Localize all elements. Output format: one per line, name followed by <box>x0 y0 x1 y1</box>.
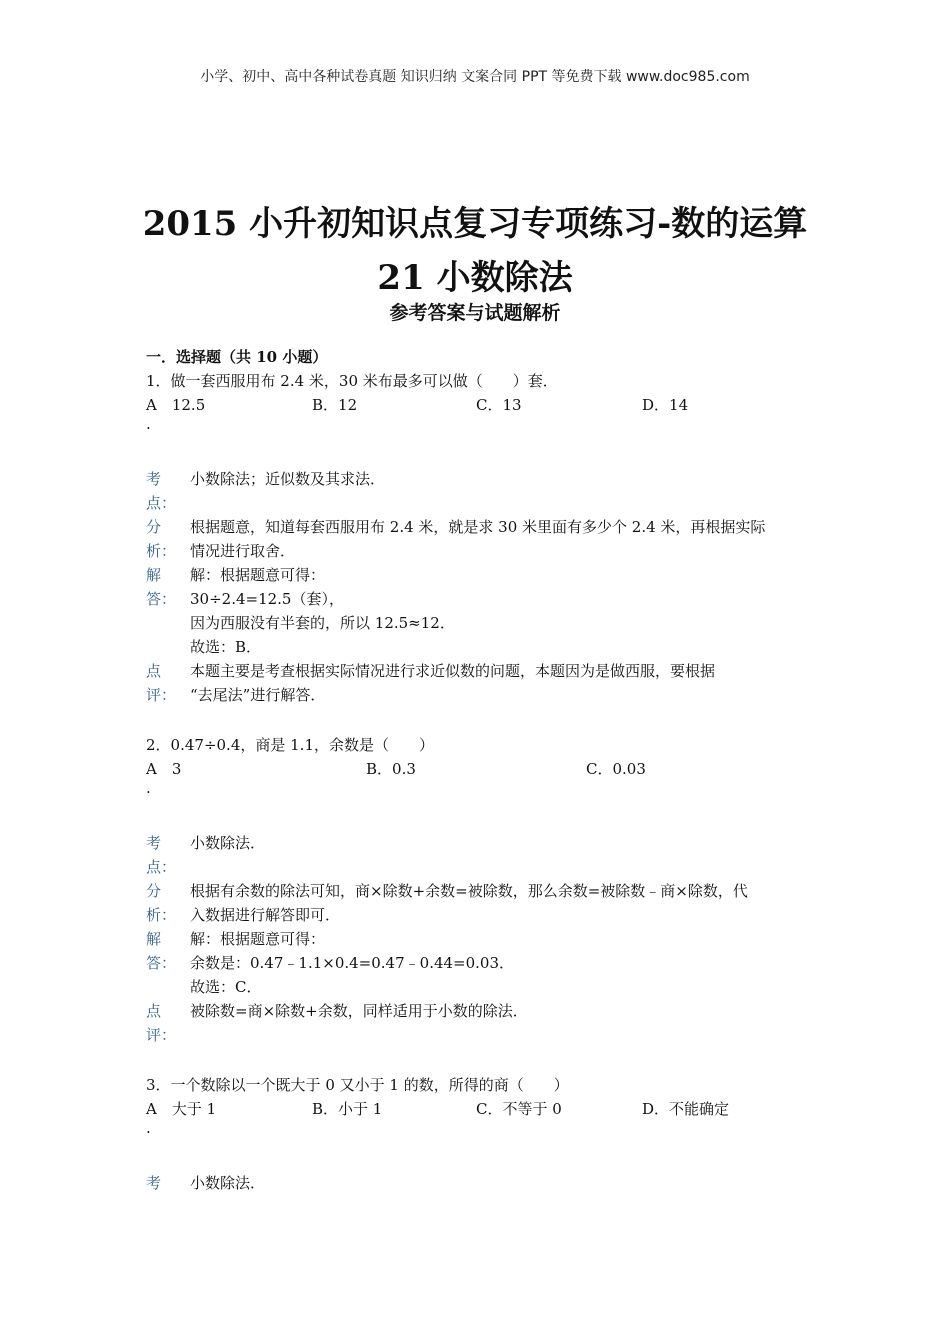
label: 析： <box>146 906 177 924</box>
kaodian-block <box>146 831 816 879</box>
question-stem: 3．一个数除以一个既大于 0 又小于 1 的数，所得的商（ ） <box>146 1076 569 1094</box>
dianping-block <box>146 999 816 1047</box>
label: 点： <box>146 494 177 512</box>
fenxi-text: 根据题意，知道每套西服用布 2.4 米，就是求 30 米里面有多少个 2.4 米，再根据实际 <box>190 518 766 536</box>
option-c: C．不等于 0 <box>476 1100 562 1118</box>
page-header: 小学、初中、高中各种试卷真题 知识归纳 文案合同 PPT 等免费下载 www.doc985.com <box>200 69 750 85</box>
section-heading: 一．选择题（共 10 小题） <box>146 348 328 366</box>
label: 分 <box>146 518 162 536</box>
options-dot: . <box>146 1119 151 1137</box>
option-c: C．0.03 <box>586 760 646 778</box>
label: 点 <box>146 662 162 680</box>
answer-options <box>146 757 816 781</box>
option-a: A 3 <box>146 760 182 778</box>
option-b: B．12 <box>312 396 358 414</box>
dianping-text: “去尾法”进行解答． <box>190 686 326 704</box>
option-a: A 大于 1 <box>146 1100 217 1118</box>
jieda-text: 余数是：0.47﹣1.1×0.4=0.47﹣0.44=0.03． <box>190 954 515 972</box>
option-d: D．14 <box>642 396 689 414</box>
jieda-text: 故选：B． <box>190 638 262 656</box>
jieda-block <box>146 927 816 999</box>
label: 析： <box>146 542 177 560</box>
option-d: D．不能确定 <box>642 1100 730 1118</box>
answer-options <box>146 393 816 417</box>
jieda-text: 因为西服没有半套的，所以 12.5≈12． <box>190 614 455 632</box>
label: 点： <box>146 858 177 876</box>
question-stem: 2．0.47÷0.4，商是 1.1，余数是（ ） <box>146 736 434 754</box>
label: 答： <box>146 590 177 608</box>
option-a: A 12.5 <box>146 396 206 414</box>
jieda-text: 解：根据题意可得： <box>190 566 326 584</box>
options-dot: . <box>146 779 151 797</box>
label: 解 <box>146 930 162 948</box>
options-dot: . <box>146 415 151 433</box>
jieda-text: 解：根据题意可得： <box>190 930 326 948</box>
question-3 <box>146 1073 816 1195</box>
kaodian-text: 小数除法；近似数及其求法． <box>190 470 386 488</box>
kaodian-text: 小数除法． <box>190 1174 266 1192</box>
dianping-block <box>146 659 816 707</box>
fenxi-text: 情况进行取舍． <box>190 542 296 560</box>
page-subtitle: 参考答案与试题解析 <box>389 302 561 324</box>
label: 考 <box>146 834 162 852</box>
jieda-block <box>146 563 816 659</box>
label: 解 <box>146 566 162 584</box>
document-body <box>146 345 816 1195</box>
label: 点 <box>146 1002 162 1020</box>
jieda-text: 30÷2.4=12.5（套）， <box>190 590 344 608</box>
question-2 <box>146 733 816 1047</box>
dianping-text: 本题主要是考查根据实际情况进行求近似数的问题，本题因为是做西服，要根据 <box>190 662 716 680</box>
label: 答： <box>146 954 177 972</box>
fenxi-block <box>146 879 816 927</box>
option-b: B．小于 1 <box>312 1100 383 1118</box>
dianping-text: 被除数=商×除数+余数，同样适用于小数的除法． <box>190 1002 528 1020</box>
jieda-text: 故选：C． <box>190 978 262 996</box>
kaodian-text: 小数除法． <box>190 834 266 852</box>
option-c: C．13 <box>476 396 522 414</box>
kaodian-block <box>146 1171 816 1195</box>
answer-options <box>146 1097 816 1121</box>
label: 考 <box>146 1174 162 1192</box>
question-1 <box>146 369 816 707</box>
fenxi-block <box>146 515 816 563</box>
label: 考 <box>146 470 162 488</box>
fenxi-text: 根据有余数的除法可知，商×除数+余数=被除数，那么余数=被除数﹣商×除数，代 <box>190 882 748 900</box>
option-b: B．0.3 <box>366 760 416 778</box>
kaodian-block <box>146 467 816 515</box>
fenxi-text: 入数据进行解答即可． <box>190 906 341 924</box>
label: 评： <box>146 686 177 704</box>
label: 评： <box>146 1026 177 1044</box>
page-title: 2015 小升初知识点复习专项练习-数的运算 <box>142 204 808 244</box>
page-title-line2: 21 小数除法 <box>377 258 573 298</box>
question-stem: 1．做一套西服用布 2.4 米，30 米布最多可以做（ ）套． <box>146 372 558 390</box>
label: 分 <box>146 882 162 900</box>
